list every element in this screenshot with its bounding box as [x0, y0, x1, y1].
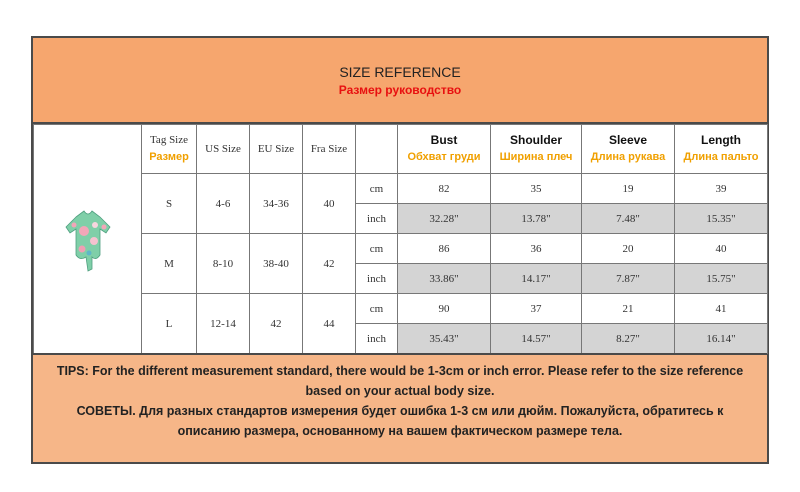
tag-size-label-ru: Размер	[149, 151, 189, 163]
sleeve-cm-cell: 20	[582, 234, 675, 264]
shoulder-label: Shoulder	[509, 133, 562, 147]
tag-size-header	[142, 125, 197, 174]
shoulder-inch-cell: 14.57"	[491, 324, 582, 354]
table-row	[34, 234, 768, 264]
bust-cm-cell: 90	[398, 294, 491, 324]
length-label-ru: Длина пальто	[683, 151, 759, 163]
shoulder-label-ru: Ширина плеч	[499, 151, 573, 163]
header-subtitle: Размер руководство	[338, 83, 462, 97]
shoulder-inch-cell: 13.78"	[491, 204, 582, 234]
bust-cm-cell: 86	[398, 234, 491, 264]
eu-size-cell: 42	[250, 294, 303, 354]
length-inch-cell: 15.35"	[675, 204, 768, 234]
us-size-cell: 4-6	[197, 174, 250, 234]
shoulder-cm-cell: 35	[491, 174, 582, 204]
length-cm-cell: 39	[675, 174, 768, 204]
tag-size-cell: L	[142, 294, 197, 354]
product-image	[62, 197, 114, 281]
fra-size-cell: 44	[303, 294, 356, 354]
unit-header-empty	[356, 125, 398, 174]
header-title: SIZE REFERENCE	[339, 64, 461, 80]
us-size-cell: 8-10	[197, 234, 250, 294]
tag-size-cell: S	[142, 174, 197, 234]
eu-size-cell: 34-36	[250, 174, 303, 234]
sleeve-label-ru: Длина рукава	[590, 151, 666, 163]
size-reference-header	[33, 38, 767, 124]
eu-size-header: EU Size	[250, 125, 303, 174]
bust-inch-cell: 32.28"	[398, 204, 491, 234]
tag-size-cell: M	[142, 234, 197, 294]
length-inch-cell: 16.14"	[675, 324, 768, 354]
shoulder-cm-cell: 36	[491, 234, 582, 264]
shoulder-header	[491, 125, 582, 174]
sleeve-inch-cell: 7.48"	[582, 204, 675, 234]
sleeve-cm-cell: 21	[582, 294, 675, 324]
sleeve-cm-cell: 19	[582, 174, 675, 204]
size-chart	[31, 36, 769, 464]
fra-size-cell: 40	[303, 174, 356, 234]
table-header-row	[34, 125, 768, 174]
bust-inch-cell: 33.86"	[398, 264, 491, 294]
length-inch-cell: 15.75"	[675, 264, 768, 294]
sleeve-inch-cell: 7.87"	[582, 264, 675, 294]
sleeve-header	[582, 125, 675, 174]
us-size-header: US Size	[197, 125, 250, 174]
fra-size-cell: 42	[303, 234, 356, 294]
tips-box	[33, 353, 767, 462]
length-cm-cell: 40	[675, 234, 768, 264]
tips-english: TIPS: For the different measurement standard, there would be 1-3cm or inch error. Please refer to the size reference based on your actual body size.	[56, 364, 744, 398]
shoulder-inch-cell: 14.17"	[491, 264, 582, 294]
bust-label-ru: Обхват груди	[407, 151, 481, 163]
bust-header	[398, 125, 491, 174]
bust-inch-cell: 35.43"	[398, 324, 491, 354]
unit-cm: cm	[356, 174, 398, 204]
eu-size-cell: 38-40	[250, 234, 303, 294]
table-row	[34, 174, 768, 204]
unit-inch: inch	[356, 204, 398, 234]
unit-cm: cm	[356, 234, 398, 264]
us-size-cell: 12-14	[197, 294, 250, 354]
size-table	[33, 124, 768, 354]
length-label: Length	[701, 133, 741, 147]
table-row	[34, 294, 768, 324]
sleeve-inch-cell: 8.27"	[582, 324, 675, 354]
fra-size-header: Fra Size	[303, 125, 356, 174]
shoulder-cm-cell: 37	[491, 294, 582, 324]
unit-inch: inch	[356, 324, 398, 354]
unit-cm: cm	[356, 294, 398, 324]
sleeve-label: Sleeve	[608, 133, 648, 147]
product-photo-cell	[34, 125, 142, 354]
length-cm-cell: 41	[675, 294, 768, 324]
bust-label: Bust	[430, 133, 458, 147]
length-header	[675, 125, 768, 174]
tips-russian: СОВЕТЫ. Для разных стандартов измерения будет ошибка 1-3 см или дюйм. Пожалуйста, обратитесь к описанию размера, основанному на вашем фактическом размере тела.	[76, 404, 724, 438]
bust-cm-cell: 82	[398, 174, 491, 204]
tag-size-label: Tag Size	[149, 134, 189, 146]
unit-inch: inch	[356, 264, 398, 294]
